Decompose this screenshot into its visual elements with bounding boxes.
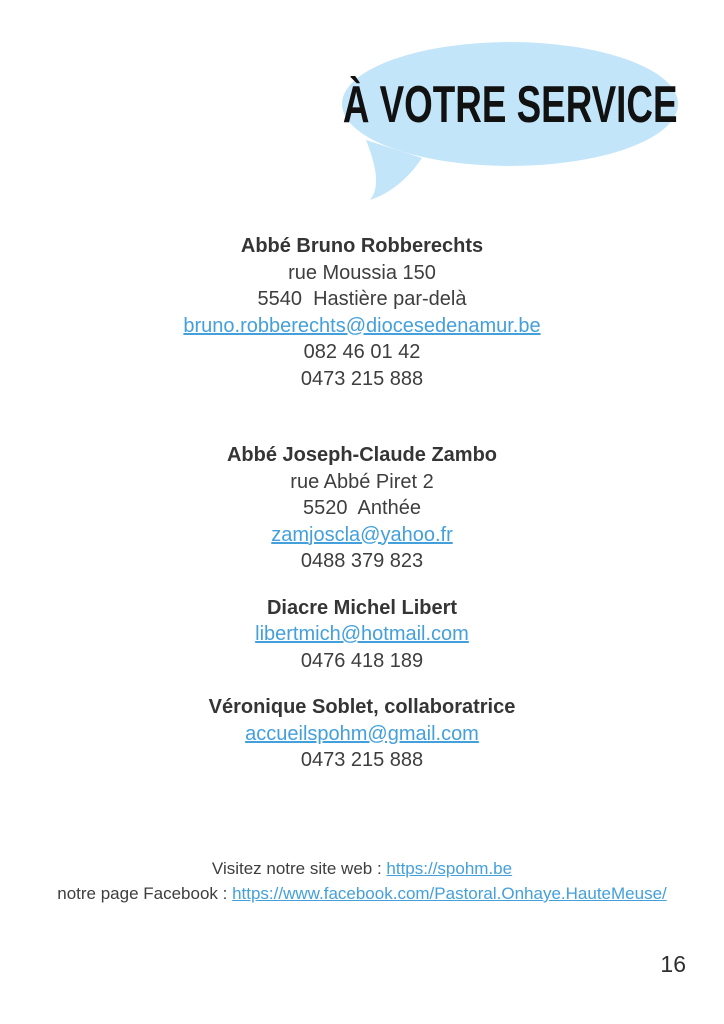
contact-address-line: 5540 Hastière par-delà	[257, 288, 467, 310]
email-link[interactable]: bruno.robberechts@diocesedenamur.be	[183, 314, 541, 337]
contact-phone: 0473 215 888	[300, 749, 424, 771]
website-label: Visitez notre site web :	[211, 859, 387, 878]
footer	[0, 856, 724, 906]
contact-name: Diacre Michel Libert	[266, 596, 458, 619]
contact-address-line: rue Moussia 150	[288, 261, 436, 284]
contacts-list	[0, 233, 724, 774]
contact-phone: 082 46 01 42	[303, 341, 421, 363]
facebook-link[interactable]: https://www.facebook.com/Pastoral.Onhaye.HauteMeuse/	[232, 884, 667, 903]
contact-phone: 0473 215 888	[300, 367, 424, 390]
contact-block-zambo	[0, 442, 724, 575]
speech-bubble	[0, 0, 724, 220]
contact-block-libert	[0, 595, 724, 675]
contact-block-robberechts	[0, 233, 724, 392]
website-line	[0, 856, 724, 881]
contact-address-line: 5520 Anthée	[303, 497, 421, 519]
page-title-text: À VOTRE SERVICE	[342, 74, 678, 134]
facebook-label: notre page Facebook :	[57, 884, 233, 903]
contact-name: Abbé Joseph-Claude Zambo	[226, 444, 498, 466]
email-link[interactable]: libertmich@hotmail.com	[255, 623, 469, 645]
email-link[interactable]: zamjoscla@yahoo.fr	[271, 523, 453, 546]
contact-block-soblet	[0, 694, 724, 774]
contact-name: Abbé Bruno Robberechts	[240, 235, 484, 257]
website-link[interactable]: https://spohm.be	[386, 859, 513, 878]
facebook-line	[0, 881, 724, 906]
page-title	[341, 44, 679, 164]
contact-phone: 0476 418 189	[300, 649, 424, 672]
page-number: 16	[660, 951, 686, 977]
email-link[interactable]: accueilspohm@gmail.com	[245, 722, 479, 745]
contact-phone: 0488 379 823	[300, 550, 424, 572]
contact-address-line: rue Abbé Piret 2	[290, 470, 434, 493]
contact-name: Véronique Soblet, collaboratrice	[208, 696, 516, 718]
